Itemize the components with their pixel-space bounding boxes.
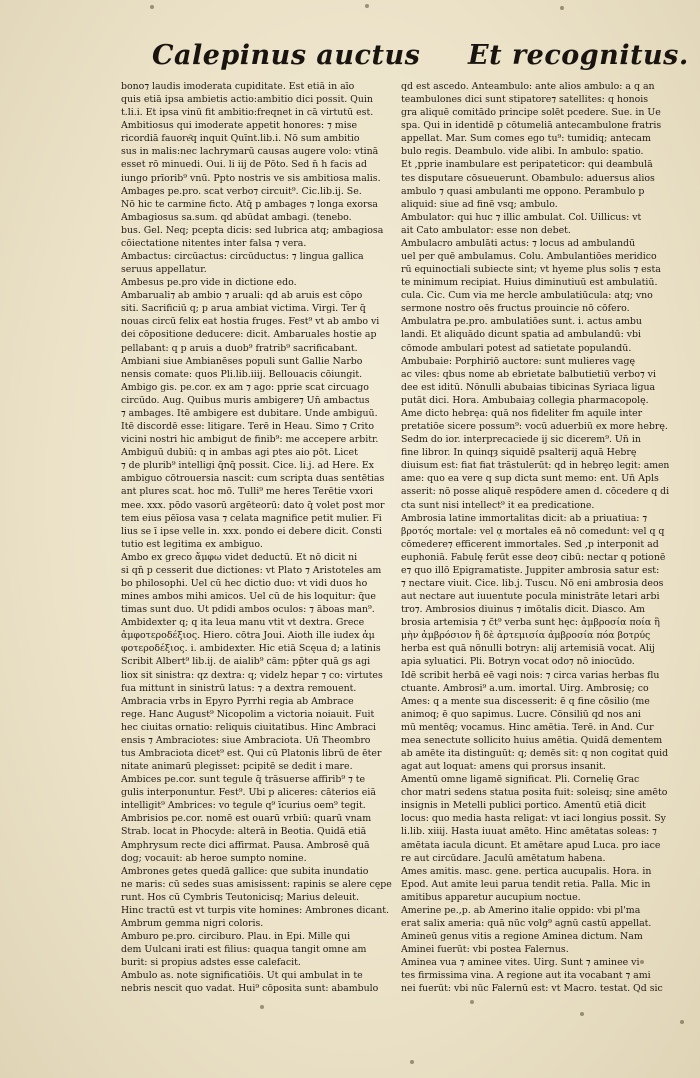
right-column-line: amitibus apparetur aucupium noctue. (401, 891, 581, 903)
right-column-line: aut nectare aut iuuentute pocula ministrāte letari arbi (401, 591, 660, 603)
right-column-line: Idē scribit herbā eē vagi nois: ⁊ circa varias herbas flu (401, 669, 660, 681)
left-column-line: liox sit sinistra: qz dextra: q; videlz hepar ⁊ co: virtutes (121, 669, 383, 681)
right-column-line: te minimum recipiat. Huius diminutiuū est ambulatiū. (401, 277, 658, 289)
right-column-line: insignis in Metelli publici portico. Amentū etiā dicit (401, 800, 646, 812)
right-column-line: cta sunt nisi intellect⁹ it ea predicatione. (401, 499, 595, 511)
left-column-line: Ambesus pe.pro vide in dictione edo. (121, 277, 297, 289)
right-column-line: μὴν ἀμβρόσιον ἢ δὲ ἀρτεμισία ἀμβροσία πόα βοτρύς (401, 630, 651, 642)
right-column-line: bulo regis. Deambulo. vide alibi. In ambulo: spatio. (401, 146, 644, 158)
left-column-line: Ambulo as. note significatiōis. Ut qui ambulat in te (121, 970, 363, 982)
left-column-line: fua mittunt in sinistrū latus: ⁊ a dextra remouent. (121, 682, 357, 694)
paper-speck (560, 6, 564, 10)
right-column-line: ait Cato ambulator: esse non debet. (401, 224, 571, 236)
running-header (0, 40, 700, 82)
left-column-line: Strab. locat in Phocyde: alterā in Beotia. Quidā etiā (121, 826, 367, 838)
right-column-line: tes disputare cōsueuerunt. Obambulo: aduersus alios (401, 172, 655, 184)
left-column-line: Ambo ex greco ἄμφω videt deductū. Et nō dicit ni (121, 551, 358, 563)
left-column-line: tutio est legitima ex ambiguo. (121, 538, 263, 550)
right-column-line: mea senectute sollicito huius amētia. Quidā dementem (401, 734, 663, 746)
right-column-line: e⁊ quo illō Epigramatiste. Juppiter ambrosia satur est: (401, 564, 660, 576)
left-column-line: Ambrones getes quedā gallice: que subita inundatio (121, 865, 369, 877)
right-column-line: fine libror. In quinqȝ siquidē psalterij aquā Hebrę (401, 447, 637, 459)
left-column-line: nebris nescit quo vadat. Hui⁹ cōposita sunt: abambulo (121, 983, 379, 995)
left-column-line: ⁊ ambages. Itē ambigere est dubitare. Unde ambiguū. (121, 407, 378, 419)
right-column-line: putāt dici. Hora. Ambubaiaȝ collegia pharmacopolę. (401, 394, 649, 406)
right-column-line: Ambulatra pe.pro. ambulatiōes sunt. i. actus ambu (401, 316, 642, 328)
header-right: Et recognitus. (468, 40, 689, 71)
left-column-line: esset rō minuedi. Oui. li iij de Pōto. Sed n̄ h facis ad (121, 159, 367, 171)
right-column-line: Amentū omne ligamē significat. Pli. Cornelię Grac (401, 774, 640, 786)
left-column-line: si qn̄ p cesserit due dictiones: vt Plato ⁊ Aristoteles am (121, 564, 382, 576)
left-column-line: hec ciuitas ornatio: reliquis ciuitatibus. Hinc Ambraci (121, 721, 377, 733)
left-column-line: circūdo. Aug. Quibus muris ambigere⁊ Un̄ ambactus (121, 394, 370, 406)
right-column-line: apia syluatici. Pli. Botryn vocat odo⁊ nō iniocūdo. (401, 656, 635, 668)
left-column-line: Ambidexter q; q ita leua manu vtit vt dextra. Grece (121, 617, 365, 629)
right-column-line: βροτός mortale: vel ᾳ mortales eā nō comedunt: vel q q (401, 525, 665, 537)
left-column-line: Ambices pe.cor. sunt tegule q̄ trāsuerse affirib⁹ ⁊ te (121, 774, 366, 786)
paper-speck (365, 4, 369, 8)
right-column-line: sermone nostro oēs fructus prouincie nō cōfero. (401, 303, 630, 315)
left-column-line: tus Ambraciota dicet⁹ est. Qui cū Platonis librū de ēter (121, 747, 382, 759)
right-column-line: Epod. Aut amite leui parua tendit retia. Palla. Mic in (401, 878, 651, 890)
left-column-line: Hinc tractū est vt turpis vite homines: Ambrones dicant. (121, 904, 390, 916)
left-column-line: lius se ī ipse velle in. xxx. pondo ei debere dicit. Consti (121, 525, 383, 537)
header-left: Calepinus auctus (152, 40, 421, 71)
left-column-line: ambiguo cōtrouersia nascit: cum scripta duas sentētias (121, 473, 385, 485)
right-column-line: Ame dicto hebręa: quā nos fideliter fm aquile inter (401, 407, 643, 419)
right-column-line: appellat. Mar. Sum comes ego tu⁹: tumidiq; antecam (401, 133, 651, 145)
left-column-line: quis etiā ipsa ambietis actio:ambitio dici possit. Quin (121, 94, 373, 106)
left-column-line: nouas circū felix eat hostia fruges. Fest⁹ vt ab ambo vi (121, 316, 380, 328)
left-column-line: Ambigo gis. pe.cor. ex am ⁊ ago: pprie scat circuago (121, 381, 369, 393)
left-column-line: Ambactus: circūactus: circūductus: ⁊ lingua gallica (121, 251, 364, 263)
right-column-line: Ambulator: qui huc ⁊ illic ambulat. Col. Uillicus: vt (401, 211, 642, 223)
right-column-line: diuisum est: fiat fiat trāstulerūt: qd in hebręo legit: amen (401, 460, 669, 472)
left-column-line: ⁊ de plurib⁹ intelligi q̄nq̄ possit. Cice. li.j. ad Here. Ex (121, 460, 374, 472)
right-column-line: re aut circūdare. Jaculū amētatum habena. (401, 852, 606, 864)
left-column-line: ἀμφοτεροδέξιος. Hiero. cōtra Joui. Aioth ille iudex ἀμ (121, 630, 375, 642)
right-column-line: tro⁊. Ambrosios diuinus ⁊ imōtalis dicit. Diasco. Am (401, 604, 646, 616)
left-column-line: φοτεροδέξιος. i. ambidexter. Hic etiā Scęua d; a latinis (121, 643, 381, 655)
right-column (401, 80, 669, 995)
right-column-line: cōmedere⁊ efficerent immortales. Sed ,p interponit ad (401, 538, 659, 550)
right-column-line: pretatiōe sicere possum⁹: vocū aduerbiū ex more hebrę. (401, 421, 668, 433)
left-column-line: timas sunt duo. Ut pdidi ambos oculos: ⁊ āboas man⁹. (121, 604, 375, 616)
right-column-line: erat salix ameria: quā nūc volg⁹ agnū castū appellat. (401, 918, 652, 929)
left-column-line: Nō hic te carmine ficto. Atq̄ p ambages ⁊ longa exorsa (121, 198, 378, 210)
paper-speck (410, 1060, 414, 1064)
paper-speck (260, 1005, 264, 1009)
right-column-line: aliquid: siue ad finē vsq; ambulo. (401, 198, 558, 210)
right-column-line: gra aliquē comitādo principe solēt pcedere. Sue. in Ue (401, 107, 661, 119)
left-column-line: siti. Sacrificiū q; p arua ambiat victima. Virgi. Ter q̄ (121, 303, 366, 315)
right-column-line: Amineū genus vitis a regione Aminea dictum. Nam (401, 931, 643, 943)
left-column-line: ricordiā fauore͂q inquit Quīnt.lib.i. Nō sum ambitio (121, 133, 360, 145)
right-column-line: uel per quē ambulamus. Colu. Ambulantiōes meridico (401, 251, 657, 263)
right-column-line: rū equinoctiali subiecte sint; vt hyeme plus solis ⁊ esta (401, 264, 661, 276)
right-column-line: Ambubaie: Porphiriō auctore: sunt mulieres vagę (401, 355, 635, 367)
right-column-line: agat aut loquat: amens qui prorsus insanit. (401, 761, 606, 773)
right-column-line: li.lib. xiiij. Hasta iuuat amēto. Hinc amētatas soleas: ⁊ (401, 826, 657, 838)
left-column-line: intelligit⁹ Ambrices: vo tegule q⁹ īcurius oem⁹ tegit. (121, 800, 366, 812)
left-column-line: Scribit Albert⁹ lib.ij. de aialib⁹ cām: pp̄ter quā gs agi (121, 656, 371, 668)
right-column-line: ambulo ⁊ quasi ambulanti me oppono. Perambulo p (401, 185, 645, 197)
right-column-line: ab amēte ita distinguūt: q; demēs sit: q non cogitat quid (401, 747, 669, 759)
right-column-line: ac viles: qbus nome ab ebrietate balbutietiū verbo⁊ vi (401, 368, 656, 380)
right-column-line: Ambulacro ambulāti actus: ⁊ locus ad ambulandū (401, 237, 636, 249)
right-column-line: tes firmissima vina. A regione aut ita vocabant ⁊ ami (401, 970, 651, 982)
paper-speck (680, 1020, 684, 1024)
left-column-line: Itē discordē esse: litigare. Terē in Heau. Simo ⁊ Crito (121, 421, 374, 433)
left-column-line: runt. Hos cū Cymbris Teutonicisq; Marius deleuit. (121, 891, 359, 903)
left-column-line: bono⁊ laudis imoderata cupiditate. Est etiā in aīo (121, 81, 355, 92)
left-column-line: Ambrisios pe.cor. nomē est ouarū vrbiū: quarū vnam (121, 813, 372, 825)
left-column-line: pellabant: q p aruis a duob⁹ fratrib⁹ sacrificabant. (121, 342, 358, 354)
left-column-line: Ambaruali⁊ ab ambio ⁊ aruali: qd ab aruis est cōpo (121, 290, 363, 302)
right-column-line: Ames amitis. masc. gene. pertica aucupalis. Hora. in (401, 865, 652, 877)
right-column-line: ame: quo ea vere q sup dicta sunt memo: ent. Un̄ Apls (401, 473, 659, 485)
left-column-line: iungo prīorib⁹ vnū. Ppto nostris ve sis ambitiosa malis. (121, 172, 381, 184)
left-column-line: vicini nostri hic ambigut de finib⁹: me accepere arbitr. (121, 434, 379, 446)
right-column-line: spa. Qui in identidē p cōtumeliā antecambulone fratris (401, 120, 662, 132)
left-column-line: Amburo pe.pro. circiburo. Plau. in Epi. Mille qui (121, 931, 351, 943)
left-column-line: t.li.i. Et ipsa vinū fit ambitio:freqnet in cā virtutū est. (121, 107, 374, 119)
right-column-line: asserit: nō posse aliquē respōdere amen d. cōcedere q di (401, 486, 669, 498)
right-column-line: Ambrosia latine immortalitas dicit: ab a priuatiua: ⁊ (401, 512, 648, 524)
left-column-line: Ambages pe.pro. scat verbo⁊ circuit⁹. Cic.lib.ij. Se. (121, 185, 362, 197)
left-column-line: ant plures scat. hoc mō. Tulli⁹ me heres Terētie vxori (121, 486, 373, 498)
left-column-line: Ambagiosus sa.sum. qd abūdat ambagi. (tenebo. (121, 211, 352, 223)
paper-speck (580, 1012, 584, 1016)
left-column-line: mines ambos mihi amicos. Uel cū de his loquitur: q̄ue (121, 591, 376, 603)
right-column-line: Sedm do ior. interprecaciede ij sic dicerem⁹. Un̄ in (401, 434, 641, 446)
left-column-line: bus. Gel. Neq; pcepta dicis: sed lubrica atq; ambagiosa (121, 224, 384, 236)
paper-speck (470, 1000, 474, 1004)
left-column-line: Ambiguū dubiū: q in ambas agi ptes aio pōt. Licet (121, 447, 358, 459)
right-column-line: cōmode ambulari potest ad satietate populandū. (401, 342, 632, 354)
paper-speck (640, 960, 644, 964)
right-column-line: herba est quā nōnulli botryn: alij artemisiā vocat. Alij (401, 643, 655, 655)
right-column-line: landi. Et aliquādo dicunt spatia ad ambulandū: vbi (401, 329, 642, 341)
right-column-line: locus: quo media hasta religat: vt iaci longius possit. Sy (401, 813, 666, 825)
left-column-line: cōiectatione nitentes inter falsa ⁊ vera. (121, 237, 307, 249)
right-column-line: dee est iditū. Nōnulli abubaias tibicinas Syriaca ligua (401, 381, 656, 393)
right-column-line: chor matri sedens statua posita fuit: soleisq; sine amēto (401, 787, 668, 799)
left-column-line: ne maris: cū sedes suas amisissent: rapinis se alere cępe (121, 878, 392, 890)
left-column-line: rege. Hanc August⁹ Nicopolim a victoria noiauit. Fuit (121, 708, 375, 720)
right-column-line: brosia artemisia ⁊ c̄t⁹ verba sunt hęc: ἀμβροσία ποία ἣ (401, 617, 660, 629)
left-column-line: bo philosophi. Uel cū hec dictio duo: vt vidi duos ho (121, 577, 368, 589)
right-column-line: cula. Cic. Cum via me hercle ambulatiūcula: atq; vno (401, 290, 653, 302)
left-column-line: gulis interponuntur. Fest⁹. Ubi p aliceres: cāterios eiā (121, 787, 376, 799)
left-column-line: Ambitiosus qui imoderate appetit honores: ⁊ mise (121, 120, 358, 132)
right-column-line: animoq; ē quo sapimus. Lucre. Cōnsiliū qd nos ani (401, 708, 641, 720)
left-column-line: burit: si propius adstes esse calefacit. (121, 957, 301, 969)
right-column-line: qd est ascedo. Anteambulo: ante alios ambulo: a q an (401, 81, 655, 92)
left-column-line: Ambrum gemma nigri coloris. (121, 918, 264, 929)
left-column (121, 80, 393, 995)
right-column-line: ctuante. Ambrosi⁹ a.um. imortal. Uirg. Ambrosię; co (401, 682, 649, 694)
left-column-line: ensis ⁊ Ambraciotes: siue Ambraciota. Un̄ Theombro (121, 734, 371, 746)
paper-speck (150, 5, 154, 9)
right-column-line: Aminea vua ⁊ aminee vites. Uirg. Sunt ⁊ aminee vi (401, 957, 640, 969)
left-column-line: sus in malis:nec lachrymarū causas augere volo: vtinā (121, 146, 379, 158)
right-column-line: teambulones dici sunt stipatore⁊ satellites: q honois (401, 94, 649, 106)
right-column-line: mū mentēq; vocamus. Hinc amētia. Terē. in And. Cur (401, 721, 654, 733)
left-column-line: mee. xxx. pōdo vasorū argēteorū: dato q̄ volet post mor (121, 499, 385, 511)
left-column-line: dei cōpositione deducere: dicit. Ambaruales hostie ap (121, 329, 377, 341)
left-column-line: Ambracia vrbs in Epyro Pyrrhi regia ab Ambrace (121, 695, 354, 707)
left-column-line: Amphrysum recte dici affirmat. Pausa. Ambrosē quā (121, 839, 370, 851)
left-column-line: Ambiani siue Ambianēses populi sunt Gallie Narbo (121, 355, 363, 367)
right-column-line: Et ,pprie inambulare est peripateticor: qui deambulā (401, 159, 653, 171)
right-column-line: nei fuerūt: vbi nūc Falernū est: vt Macro. testat. Qd sic (401, 983, 663, 995)
right-column-line: ⁊ nectare viuit. Cice. lib.j. Tuscu. Nō eni ambrosia deos (401, 577, 664, 589)
right-column-line: Amerine pe.,p. ab Amerino italie oppido: vbi pl'ma (401, 904, 641, 916)
left-column-line: dog; vocauit: ab heroe sumpto nomine. (121, 852, 307, 864)
right-column-line: euphoniā. Fabulę ferūt esse deo⁊ cibū: nectar q potionē (401, 551, 666, 563)
left-column-line: tem eius pēīosa vasa ⁊ celata magnifice petit mulier. Fi (121, 512, 382, 524)
right-column-line: Aminei fuerūt: vbi postea Falernus. (401, 944, 569, 956)
right-column-line: amētata iacula dicunt. Et amētare apud Luca. pro iace (401, 839, 661, 851)
left-column-line: seruus appellatur. (121, 264, 207, 276)
left-column-line: nitate animarū plegisset: pcipitē se dedit i mare. (121, 761, 353, 773)
right-column-line: Ames: q a mente sua discesserit: ē q fine cōsilio (me (401, 695, 650, 707)
left-column-line: nensis comate: quos Pli.lib.iiij. Bellouacis cōiungit. (121, 368, 363, 380)
left-column-line: dem Uulcani irati est filius: quaqua tangit omne am (121, 944, 367, 956)
